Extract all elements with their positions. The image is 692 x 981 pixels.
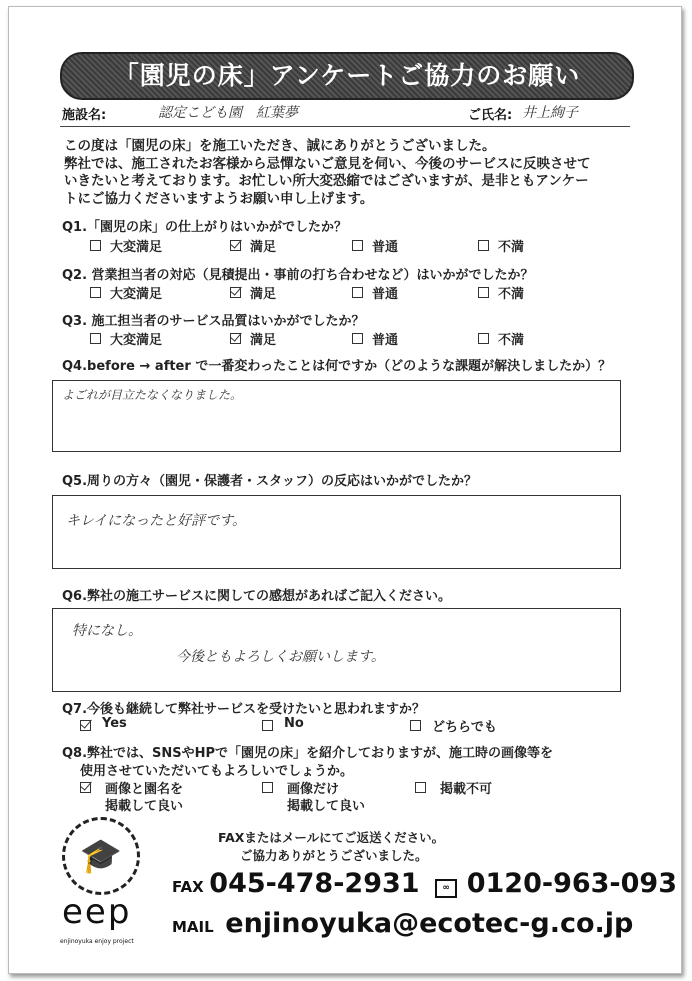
q3-checkbox-2[interactable] <box>352 333 363 344</box>
q8-checkbox-2[interactable] <box>415 782 426 793</box>
q2-option-label: 不満 <box>498 287 525 302</box>
q1-text: Q1.「園児の床」の仕上がりはいかがでしたか？ <box>62 220 348 235</box>
q3-text: Q3. 施工担当者のサービス品質はいかがでしたか？ <box>62 314 365 329</box>
q3-option-label: 大変満足 <box>110 333 163 348</box>
q8-option-label-2: 掲載して良い <box>105 799 184 814</box>
q7-checkbox-1[interactable] <box>262 720 273 731</box>
footer-line-2: ご協力ありがとうございました。 <box>240 848 428 863</box>
q1-option-label: 満足 <box>250 240 277 255</box>
fax-label: FAX <box>172 878 204 896</box>
page-title: 「園児の床」アンケートご協力のお願い <box>60 52 634 100</box>
facility-label: 施設名: <box>62 108 107 123</box>
q1-checkbox-0[interactable] <box>90 240 101 251</box>
q2-checkbox-3[interactable] <box>478 287 489 298</box>
intro-text <box>64 138 591 208</box>
q2-checkbox-2[interactable] <box>352 287 363 298</box>
q4-answer: よごれが目立たなくなりました。 <box>62 388 243 402</box>
mail-address[interactable]: enjinoyuka@ecotec-g.co.jp <box>225 908 634 939</box>
q8-checkbox-0[interactable] <box>80 782 91 793</box>
free-dial-icon: ∞ <box>435 879 457 898</box>
q3-checkbox-3[interactable] <box>478 333 489 344</box>
q6-text: Q6.弊社の施工サービスに関しての感想があればご記入ください。 <box>62 589 452 604</box>
divider <box>60 126 630 127</box>
intro-line: いきたいと考えております。お忙しい所大変恐縮ではございますが、是非ともアンケー <box>64 173 589 189</box>
name-value[interactable]: 井上絢子 <box>522 105 578 121</box>
q3-checkbox-0[interactable] <box>90 333 101 344</box>
q4-text: Q4.before → after で一番変わったことは何ですか（どのような課題が解決しましたか）？ <box>62 359 612 374</box>
q3-option-label: 普通 <box>372 333 399 348</box>
q7-text: Q7.今後も継続して弊社サービスを受けたいと思われますか？ <box>62 702 426 717</box>
q8-text-2: 使用させていただいてもよろしいでしょうか。 <box>80 764 354 779</box>
q7-option-label: Yes <box>102 716 127 731</box>
intro-line: この度は「園児の床」を施工いただき、誠にありがとうございました。 <box>64 138 496 154</box>
fax-row <box>172 868 677 899</box>
facility-value[interactable]: 認定こども園 紅葉夢 <box>158 105 298 121</box>
q1-checkbox-3[interactable] <box>478 240 489 251</box>
mail-label: MAIL <box>172 918 214 936</box>
q5-answer-box[interactable] <box>52 495 621 569</box>
free-dial-number[interactable]: 0120-963-093 <box>466 868 677 899</box>
footer-line-1: FAXまたはメールにてご返送ください。 <box>218 830 445 845</box>
logo-subtext: enjinoyuka enjoy project <box>60 938 134 945</box>
q1-option-label: 不満 <box>498 240 525 255</box>
q2-checkbox-1[interactable] <box>230 287 241 298</box>
q8-option-label: 画像と園名を <box>105 782 184 797</box>
q2-option-label: 普通 <box>372 287 399 302</box>
q1-checkbox-1[interactable] <box>230 240 241 251</box>
logo-text: eep <box>62 892 132 932</box>
q8-text-1: Q8.弊社では、SNSやHPで「園児の床」を紹介しておりますが、施工時の画像等を <box>62 746 554 761</box>
mail-row <box>172 908 633 939</box>
q8-option-label: 掲載不可 <box>440 782 493 797</box>
q3-option-label: 不満 <box>498 333 525 348</box>
logo-mascot-icon: 🎓 <box>62 817 140 895</box>
q2-text: Q2. 営業担当者の対応（見積提出・事前の打ち合わせなど）はいかがでしたか？ <box>62 268 534 283</box>
q2-checkbox-0[interactable] <box>90 287 101 298</box>
q1-option-label: 大変満足 <box>110 240 163 255</box>
q3-checkbox-1[interactable] <box>230 333 241 344</box>
q7-checkbox-2[interactable] <box>410 720 421 731</box>
q3-option-label: 満足 <box>250 333 277 348</box>
q2-option-label: 満足 <box>250 287 277 302</box>
q8-option-label: 画像だけ <box>287 782 340 797</box>
q6-answer-1: 特になし。 <box>72 623 142 639</box>
q7-option-label: No <box>284 716 304 731</box>
q8-checkbox-1[interactable] <box>262 782 273 793</box>
q5-text: Q5.周りの方々（園児・保護者・スタッフ）の反応はいかがでしたか？ <box>62 474 478 489</box>
q1-checkbox-2[interactable] <box>352 240 363 251</box>
q6-answer-2: 今後ともよろしくお願いします。 <box>176 649 385 665</box>
q7-option-label: どちらでも <box>432 720 497 735</box>
q8-option-label-2: 掲載して良い <box>287 799 366 814</box>
intro-line: トにご協力くださいますようお願い申し上げます。 <box>64 190 374 207</box>
fax-number[interactable]: 045-478-2931 <box>209 868 420 899</box>
intro-line: 弊社では、施工されたお客様から忌憚ないご意見を伺い、今後のサービスに反映させて <box>64 155 591 172</box>
name-label: ご氏名: <box>468 108 513 123</box>
q5-answer: キレイになったと好評です。 <box>66 513 247 529</box>
q1-option-label: 普通 <box>372 240 399 255</box>
q7-checkbox-0[interactable] <box>80 720 91 731</box>
q2-option-label: 大変満足 <box>110 287 163 302</box>
